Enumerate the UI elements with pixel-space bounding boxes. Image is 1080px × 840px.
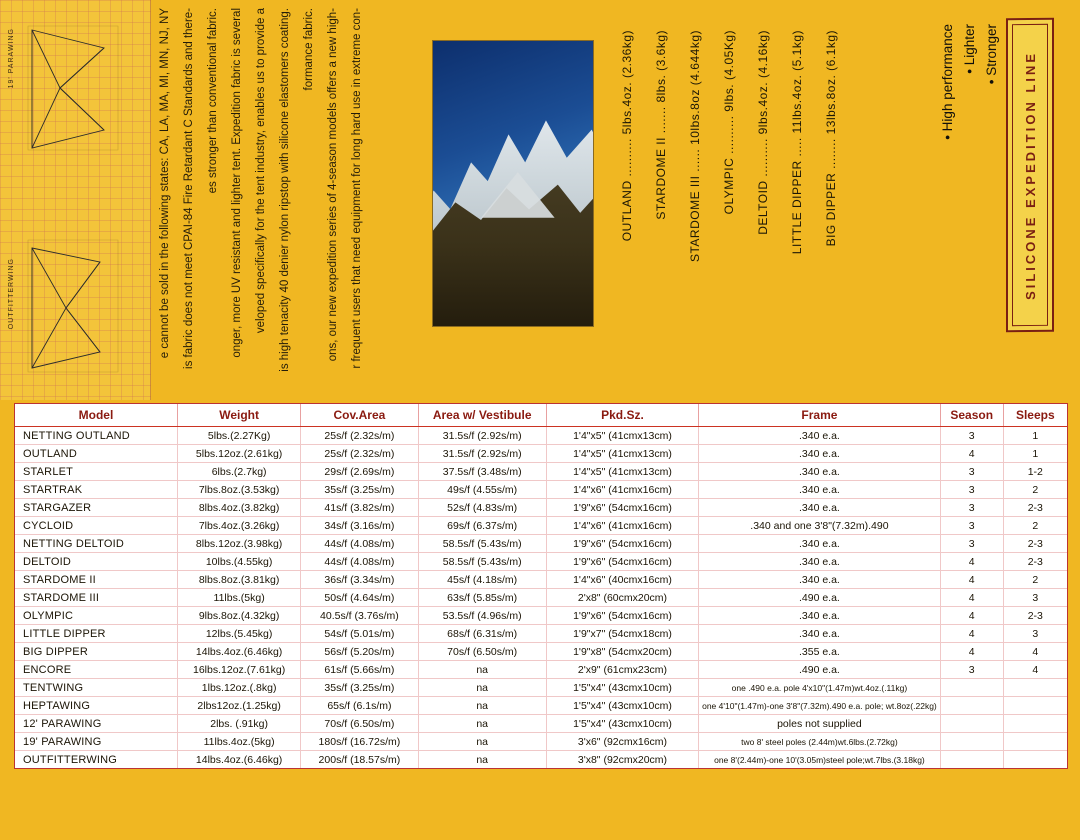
table-row <box>15 553 1067 571</box>
table-cell: 54s/f (5.01s/m) <box>301 625 418 643</box>
table-cell: 4 <box>940 607 1003 625</box>
table-cell: 2 <box>1003 571 1067 589</box>
table-cell: 52s/f (4.83s/m) <box>418 499 546 517</box>
table-cell: .340 e.a. <box>699 607 941 625</box>
table-cell: .340 and one 3'8"(7.32m).490 <box>699 517 941 535</box>
table-cell: 4 <box>1003 643 1067 661</box>
table-cell: 2-3 <box>1003 535 1067 553</box>
table-header-cell: Sleeps <box>1003 404 1067 427</box>
weight-entry: STARDOME II ....... 8lbs. (3.6kg) <box>654 30 668 220</box>
blueprint-label-top: 19' PARAWING <box>8 28 15 89</box>
table-cell: 44s/f (4.08s/m) <box>301 535 418 553</box>
table-cell: 1'9"x6" (54cmx16cm) <box>546 499 698 517</box>
table-cell: 8lbs.4oz.(3.82kg) <box>177 499 300 517</box>
table-cell-model: HEPTAWING <box>15 697 177 715</box>
table-cell: 44s/f (4.08s/m) <box>301 553 418 571</box>
table-cell-model: TENTWING <box>15 679 177 697</box>
table-row <box>15 463 1067 481</box>
table-cell: 1'5"x4" (43cmx10cm) <box>546 715 698 733</box>
table-row <box>15 589 1067 607</box>
table-cell: 45s/f (4.18s/m) <box>418 571 546 589</box>
table-cell-model: STARDOME II <box>15 571 177 589</box>
table-cell: 2lbs12oz.(1.25kg) <box>177 697 300 715</box>
table-cell: 41s/f (3.82s/m) <box>301 499 418 517</box>
table-cell: 11lbs.(5kg) <box>177 589 300 607</box>
table-cell: .340 e.a. <box>699 427 941 445</box>
feature-bullet: • Lighter <box>962 24 977 74</box>
table-cell: 2lbs. (.91kg) <box>177 715 300 733</box>
table-cell: 65s/f (6.1s/m) <box>301 697 418 715</box>
table-cell: 3 <box>1003 589 1067 607</box>
table-cell: 3 <box>940 535 1003 553</box>
table-cell: 4 <box>940 643 1003 661</box>
table-cell <box>1003 697 1067 715</box>
table-cell: 35s/f (3.25s/m) <box>301 679 418 697</box>
table-cell <box>1003 679 1067 697</box>
table-cell: 31.5s/f (2.92s/m) <box>418 445 546 463</box>
table-cell-model: NETTING DELTOID <box>15 535 177 553</box>
table-row <box>15 427 1067 445</box>
table-cell: 3'x6" (92cmx16cm) <box>546 733 698 751</box>
table-cell: 1'9"x8" (54cmx20cm) <box>546 643 698 661</box>
body-copy-line: r frequent users that need equipment for long hard use in extreme con- <box>351 8 363 369</box>
table-cell <box>1003 715 1067 733</box>
table-cell: 1lbs.12oz.(.8kg) <box>177 679 300 697</box>
feature-bullet: • Stronger <box>984 24 999 84</box>
table-cell: 5lbs.12oz.(2.61kg) <box>177 445 300 463</box>
table-row <box>15 499 1067 517</box>
weight-entry: OUTLAND .......... 5lbs.4oz. (2.36kg) <box>620 30 634 242</box>
table-cell: na <box>418 715 546 733</box>
table-cell <box>940 679 1003 697</box>
table-row <box>15 535 1067 553</box>
table-cell: 36s/f (3.34s/m) <box>301 571 418 589</box>
table-cell: .340 e.a. <box>699 571 941 589</box>
table-cell: 7lbs.8oz.(3.53kg) <box>177 481 300 499</box>
table-cell: 2-3 <box>1003 553 1067 571</box>
table-cell: .340 e.a. <box>699 499 941 517</box>
blueprint-panel <box>0 0 151 400</box>
table-cell: 7lbs.4oz.(3.26kg) <box>177 517 300 535</box>
table-row <box>15 751 1067 769</box>
table-cell: 70s/f (6.50s/m) <box>301 715 418 733</box>
table-cell: na <box>418 661 546 679</box>
table-cell: 1'9"x7" (54cmx18cm) <box>546 625 698 643</box>
table-cell-model: OUTFITTERWING <box>15 751 177 769</box>
table-cell <box>940 733 1003 751</box>
table-cell: 68s/f (6.31s/m) <box>418 625 546 643</box>
table-header-cell: Weight <box>177 404 300 427</box>
table-row <box>15 481 1067 499</box>
table-row <box>15 607 1067 625</box>
table-cell: 1'4"x5" (41cmx13cm) <box>546 427 698 445</box>
table-cell: 16lbs.12oz.(7.61kg) <box>177 661 300 679</box>
weight-entry: BIG DIPPER ........ 13lbs.8oz. (6.1kg) <box>824 30 838 247</box>
body-copy-line: is high tenacity 40 denier nylon ripstop with silicone elastomers coating. <box>279 8 291 372</box>
table-cell: 3 <box>940 661 1003 679</box>
table-cell: na <box>418 733 546 751</box>
body-copy-line: es stronger than conventional fabric. <box>207 8 219 194</box>
table-cell: 25s/f (2.32s/m) <box>301 445 418 463</box>
table-cell: 4 <box>940 553 1003 571</box>
table-cell: 3 <box>940 481 1003 499</box>
feature-bullets <box>940 18 1010 268</box>
table-cell: .355 e.a. <box>699 643 941 661</box>
table-row <box>15 697 1067 715</box>
table-row <box>15 445 1067 463</box>
table-cell: 2-3 <box>1003 607 1067 625</box>
weight-entry: LITTLE DIPPER ..... 11lbs.4oz. (5.1kg) <box>790 30 804 255</box>
tarp-diagram-svg <box>0 0 150 400</box>
weight-entry: STARDOME III ...... 10lbs.8oz (4.644kg) <box>688 30 702 263</box>
table-cell: 4 <box>1003 661 1067 679</box>
table-cell: 10lbs.(4.55kg) <box>177 553 300 571</box>
table-cell: 11lbs.4oz.(5kg) <box>177 733 300 751</box>
table-cell: .340 e.a. <box>699 625 941 643</box>
table-cell: 5lbs.(2.27Kg) <box>177 427 300 445</box>
table-header-cell: Cov.Area <box>301 404 418 427</box>
table-cell: 69s/f (6.37s/m) <box>418 517 546 535</box>
table-cell-model: OLYMPIC <box>15 607 177 625</box>
table-cell: 2'x8" (60cmx20cm) <box>546 589 698 607</box>
table-cell: 56s/f (5.20s/m) <box>301 643 418 661</box>
table-cell-model: STARLET <box>15 463 177 481</box>
table-cell: 9lbs.8oz.(4.32kg) <box>177 607 300 625</box>
table-cell: one .490 e.a. pole 4'x10"(1.47m)wt.4oz.(.11kg) <box>699 679 941 697</box>
table-cell: 1'9"x6" (54cmx16cm) <box>546 535 698 553</box>
table-cell: 1'4"x6" (41cmx16cm) <box>546 517 698 535</box>
table-cell: 2 <box>1003 517 1067 535</box>
table-cell: 200s/f (18.57s/m) <box>301 751 418 769</box>
table-cell: 34s/f (3.16s/m) <box>301 517 418 535</box>
table-cell: 14lbs.4oz.(6.46kg) <box>177 643 300 661</box>
table-cell: 2-3 <box>1003 499 1067 517</box>
table-cell: na <box>418 679 546 697</box>
table-cell: 1'9"x6" (54cmx16cm) <box>546 607 698 625</box>
weight-entry: DELTOID .......... 9lbs.4oz. (4.16kg) <box>756 30 770 235</box>
table-cell: 3'x8" (92cmx20cm) <box>546 751 698 769</box>
table-cell: 1'4"x6" (41cmx16cm) <box>546 481 698 499</box>
table-cell: 12lbs.(5.45kg) <box>177 625 300 643</box>
table-cell: 37.5s/f (3.48s/m) <box>418 463 546 481</box>
table-cell <box>940 751 1003 769</box>
table-header-row <box>15 404 1067 427</box>
table-header-cell: Area w/ Vestibule <box>418 404 546 427</box>
table-cell: 25s/f (2.32s/m) <box>301 427 418 445</box>
model-weights-list <box>620 20 940 350</box>
table-cell-model: 12' PARAWING <box>15 715 177 733</box>
table-cell: 1'4"x6" (40cmx16cm) <box>546 571 698 589</box>
table-cell: 3 <box>940 517 1003 535</box>
table-cell: .340 e.a. <box>699 445 941 463</box>
table-cell: 1'4"x5" (41cmx13cm) <box>546 445 698 463</box>
table-cell: 1'9"x6" (54cmx16cm) <box>546 553 698 571</box>
table-header-cell: Model <box>15 404 177 427</box>
table-cell-model: DELTOID <box>15 553 177 571</box>
table-cell-model: CYCLOID <box>15 517 177 535</box>
table-cell: 4 <box>940 589 1003 607</box>
table-cell: 8lbs.12oz.(3.98kg) <box>177 535 300 553</box>
table-cell: 14lbs.4oz.(6.46kg) <box>177 751 300 769</box>
feature-bullet: • High performance <box>940 24 955 140</box>
table-cell <box>1003 751 1067 769</box>
table-cell: 3 <box>940 499 1003 517</box>
body-copy-line: ons, our new expedition series of 4-season models offers a new high- <box>327 8 339 362</box>
table-body <box>15 427 1067 769</box>
table-cell <box>940 697 1003 715</box>
table-cell: 1'5"x4" (43cmx10cm) <box>546 697 698 715</box>
table-row <box>15 733 1067 751</box>
table-cell-model: 19' PARAWING <box>15 733 177 751</box>
table-cell: 1-2 <box>1003 463 1067 481</box>
table-cell-model: NETTING OUTLAND <box>15 427 177 445</box>
table-cell: 61s/f (5.66s/m) <box>301 661 418 679</box>
table-head <box>15 404 1067 427</box>
table-cell: two 8' steel poles (2.44m)wt.6lbs.(2.72kg) <box>699 733 941 751</box>
body-copy-line: e cannot be sold in the following states: CA, LA, MA, MI, MN, NJ, NY <box>159 8 171 359</box>
banner-title: SILICONE EXPEDITION LINE <box>1022 50 1038 300</box>
table-cell: 2'x9" (61cmx23cm) <box>546 661 698 679</box>
table-cell: .490 e.a. <box>699 589 941 607</box>
table-cell: 8lbs.8oz.(3.81kg) <box>177 571 300 589</box>
table-cell: 31.5s/f (2.92s/m) <box>418 427 546 445</box>
table-row <box>15 571 1067 589</box>
table-row <box>15 625 1067 643</box>
table-row <box>15 679 1067 697</box>
table-cell: 1 <box>1003 445 1067 463</box>
table-cell <box>1003 733 1067 751</box>
table-cell: na <box>418 697 546 715</box>
table-cell: 1 <box>1003 427 1067 445</box>
table-cell-model: ENCORE <box>15 661 177 679</box>
table-cell-model: OUTLAND <box>15 445 177 463</box>
table-cell: 53.5s/f (4.96s/m) <box>418 607 546 625</box>
body-copy-line: veloped specifically for the tent industry, enables us to provide a <box>255 8 267 334</box>
table-cell <box>940 715 1003 733</box>
table-cell: 2 <box>1003 481 1067 499</box>
body-copy-line: onger, more UV resistant and lighter tent. Expedition fabric is several <box>231 8 243 358</box>
table-cell: .490 e.a. <box>699 661 941 679</box>
table-cell: 58.5s/f (5.43s/m) <box>418 553 546 571</box>
table-cell: 49s/f (4.55s/m) <box>418 481 546 499</box>
weight-entry: OLYMPIC .......... 9lbs. (4.05Kg) <box>722 30 736 215</box>
table-cell: 58.5s/f (5.43s/m) <box>418 535 546 553</box>
table-cell: 6lbs.(2.7kg) <box>177 463 300 481</box>
table-cell: poles not supplied <box>699 715 941 733</box>
table-cell: 4 <box>940 445 1003 463</box>
table-cell: 4 <box>940 571 1003 589</box>
page-top-section <box>0 0 1080 400</box>
body-copy-line: formance fabric. <box>303 8 315 91</box>
table-cell: 1'5"x4" (43cmx10cm) <box>546 679 698 697</box>
table-cell: 63s/f (5.85s/m) <box>418 589 546 607</box>
table-cell-model: LITTLE DIPPER <box>15 625 177 643</box>
blueprint-label-bottom: OUTFITTERWING <box>8 258 15 330</box>
table-cell: 3 <box>1003 625 1067 643</box>
table-cell: one 4'10"(1.47m)-one 3'8"(7.32m).490 e.a. pole; wt.8oz(.22kg) <box>699 697 941 715</box>
table-cell-model: BIG DIPPER <box>15 643 177 661</box>
table-cell: .340 e.a. <box>699 481 941 499</box>
table-cell: 50s/f (4.64s/m) <box>301 589 418 607</box>
expedition-photo <box>432 40 594 327</box>
table-cell: .340 e.a. <box>699 463 941 481</box>
table-row <box>15 517 1067 535</box>
body-copy-line: is fabric does not meet CPAI-84 Fire Retardant C Standards and there- <box>183 8 195 369</box>
table-cell: 40.5s/f (3.76s/m) <box>301 607 418 625</box>
table-cell: .340 e.a. <box>699 553 941 571</box>
table-cell: .340 e.a. <box>699 535 941 553</box>
table-cell: 4 <box>940 625 1003 643</box>
specification-table-container <box>14 403 1068 769</box>
table-cell-model: STARTRAK <box>15 481 177 499</box>
silicone-expedition-banner <box>1006 18 1054 333</box>
table-header-cell: Pkd.Sz. <box>546 404 698 427</box>
table-cell: 35s/f (3.25s/m) <box>301 481 418 499</box>
table-header-cell: Frame <box>699 404 941 427</box>
table-cell: one 8'(2.44m)-one 10'(3.05m)steel pole;wt.7lbs.(3.18kg) <box>699 751 941 769</box>
table-cell: 3 <box>940 463 1003 481</box>
table-cell: 180s/f (16.72s/m) <box>301 733 418 751</box>
table-cell: 1'4"x5" (41cmx13cm) <box>546 463 698 481</box>
table-cell: 3 <box>940 427 1003 445</box>
table-row <box>15 643 1067 661</box>
table-cell-model: STARDOME III <box>15 589 177 607</box>
table-cell: 29s/f (2.69s/m) <box>301 463 418 481</box>
table-header-cell: Season <box>940 404 1003 427</box>
table-row <box>15 661 1067 679</box>
table-cell-model: STARGAZER <box>15 499 177 517</box>
specification-table <box>15 404 1067 768</box>
table-row <box>15 715 1067 733</box>
table-cell: 70s/f (6.50s/m) <box>418 643 546 661</box>
banner-inner-border <box>1012 24 1048 326</box>
table-cell: na <box>418 751 546 769</box>
